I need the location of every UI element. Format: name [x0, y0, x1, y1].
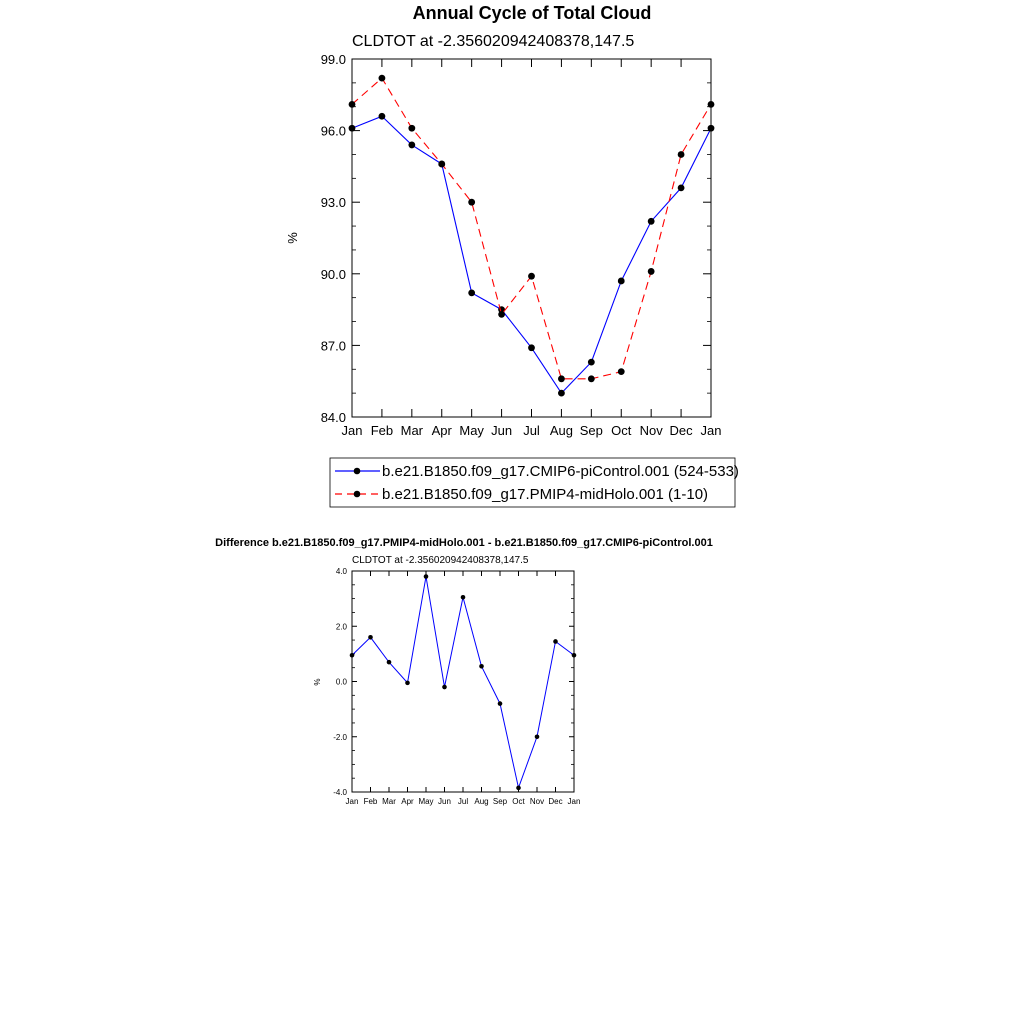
y-tick-label: 2.0 [335, 622, 347, 632]
data-point [387, 660, 392, 665]
data-point [479, 664, 484, 669]
x-tick-label: Jun [491, 423, 513, 438]
data-point [438, 161, 445, 168]
x-tick-label: Dec [669, 423, 693, 438]
data-point [498, 311, 505, 318]
x-tick-label: Aug [474, 797, 489, 806]
data-point [379, 75, 386, 82]
data-point [461, 595, 466, 600]
x-tick-label: Jul [523, 423, 540, 438]
x-tick-label: Oct [611, 423, 632, 438]
x-tick-labels [346, 797, 581, 806]
x-tick-label: Sep [579, 423, 603, 438]
data-point [535, 734, 540, 739]
chart-subtitle: CLDTOT at -2.356020942408378,147.5 [352, 555, 529, 566]
series-line [352, 577, 574, 788]
x-tick-label: Jan [341, 423, 363, 438]
x-tick-labels [342, 423, 722, 438]
x-tick-label: Sep [492, 797, 508, 806]
data-point [516, 786, 521, 791]
x-tick-label: Feb [370, 423, 394, 438]
x-tick-label: Apr [431, 423, 452, 438]
data-point [408, 125, 415, 132]
chart-title: Annual Cycle of Total Cloud [412, 3, 652, 23]
plot-frame [352, 59, 711, 417]
data-point [408, 142, 415, 149]
legend-marker [354, 468, 361, 475]
x-tick-label: Apr [401, 797, 414, 806]
x-tick-label: Oct [512, 797, 525, 806]
y-axis-label: % [285, 232, 300, 244]
x-tick-label: Dec [548, 797, 563, 806]
data-point [368, 635, 373, 640]
x-tick-label: Jan [567, 797, 581, 806]
series-lines [350, 574, 577, 790]
legend-entry-picontrol [335, 463, 739, 480]
y-tick-label: 99.0 [320, 52, 346, 67]
data-point [498, 701, 503, 706]
axis-ticks [352, 571, 574, 792]
data-point [350, 653, 355, 658]
y-tick-label: 96.0 [320, 123, 346, 139]
data-point [405, 681, 410, 686]
y-tick-labels [333, 567, 347, 797]
difference-chart [215, 537, 713, 806]
data-point [528, 344, 535, 351]
plot-frame [352, 571, 574, 792]
chart-subtitle: CLDTOT at -2.356020942408378,147.5 [352, 33, 635, 50]
data-point [424, 574, 429, 579]
data-point [708, 101, 715, 108]
y-tick-label: 84.0 [320, 410, 346, 425]
x-tick-label: May [418, 797, 434, 806]
y-axis-label: % [313, 678, 322, 686]
data-point [349, 125, 356, 132]
data-point [588, 359, 595, 366]
x-tick-label: May [459, 423, 484, 438]
y-tick-label: 93.0 [320, 195, 346, 211]
series-line [352, 116, 711, 393]
x-tick-label: Feb [363, 797, 378, 806]
series-lines [349, 75, 715, 397]
data-point [618, 278, 625, 285]
y-tick-label: 0.0 [335, 677, 347, 687]
data-point [528, 273, 535, 280]
x-tick-label: Mar [382, 797, 396, 806]
x-tick-label: Jan [700, 423, 722, 438]
data-point [558, 390, 565, 397]
axis-ticks [352, 59, 711, 417]
legend-entry-midholo [335, 486, 708, 503]
data-point [708, 125, 715, 132]
data-point [678, 151, 685, 158]
data-point [588, 375, 595, 382]
data-point [618, 368, 625, 375]
x-tick-label: Jun [438, 797, 451, 806]
legend-marker [354, 491, 361, 498]
y-tick-labels [321, 52, 346, 425]
legend [330, 458, 739, 507]
data-point [468, 199, 475, 206]
data-point [648, 268, 655, 275]
x-tick-label: Jul [457, 797, 469, 806]
x-tick-label: Nov [529, 797, 545, 806]
data-point [379, 113, 386, 120]
legend-label: b.e21.B1850.f09_g17.PMIP4-midHolo.001 (1-10) [382, 486, 709, 503]
data-point [349, 101, 356, 108]
x-tick-label: Aug [549, 423, 573, 438]
y-tick-label: -4.0 [333, 788, 347, 797]
y-tick-label: 87.0 [320, 338, 346, 354]
chart-title: Difference b.e21.B1850.f09_g17.PMIP4-midHolo.001 - b.e21.B1850.f09_g17.CMIP6-piControl.001 [215, 537, 713, 549]
y-tick-label: 90.0 [320, 266, 346, 282]
data-point [648, 218, 655, 225]
x-tick-label: Mar [400, 423, 424, 438]
data-point [468, 289, 475, 296]
data-point [442, 685, 447, 690]
data-point [678, 184, 685, 191]
y-tick-label: 4.0 [335, 567, 347, 576]
data-point [558, 375, 565, 382]
data-point [553, 639, 558, 644]
series-line [352, 78, 711, 379]
x-tick-label: Nov [639, 423, 663, 438]
legend-label: b.e21.B1850.f09_g17.CMIP6-piControl.001 (524-533) [382, 463, 739, 480]
x-tick-label: Jan [345, 797, 359, 806]
y-tick-label: -2.0 [333, 732, 347, 742]
annual-cycle-chart [285, 3, 739, 507]
data-point [572, 653, 577, 658]
